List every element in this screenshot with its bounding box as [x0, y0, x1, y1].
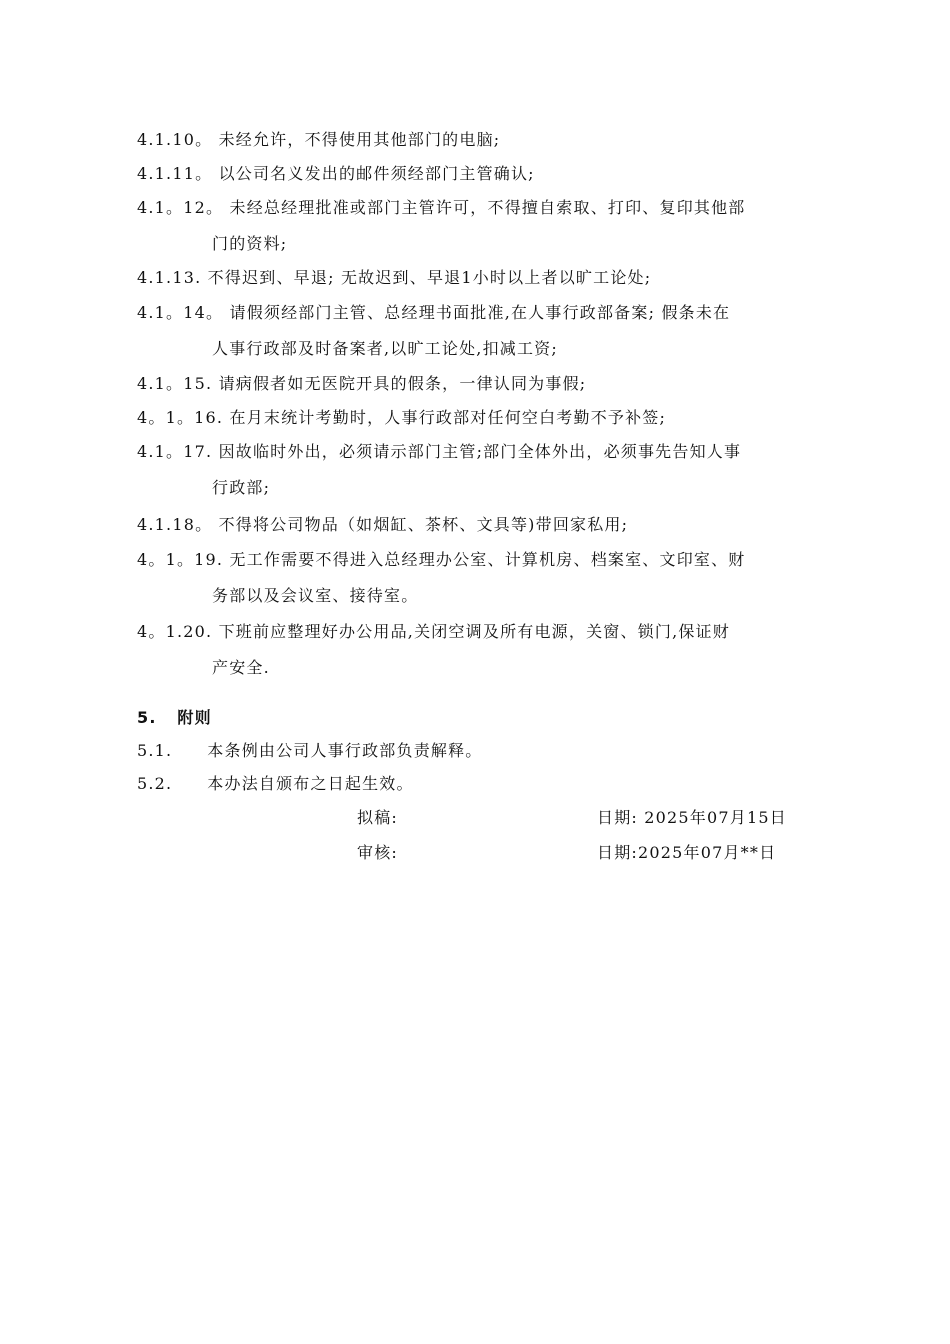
section-title: 附则	[177, 708, 212, 727]
signoff-label: 拟稿:	[357, 808, 398, 827]
signoff-date: 日期: 2025年07月15日	[597, 808, 787, 827]
clause-text: 4.1.10。 未经允许，不得使用其他部门的电脑;	[137, 130, 501, 149]
signoff-drafted	[357, 800, 817, 836]
clause-text: 4.1。17. 因故临时外出，必须请示部门主管;部门全体外出，必须事先告知人事	[137, 442, 742, 461]
clause-continuation: 门的资料;	[212, 234, 288, 253]
clause-continuation: 行政部;	[212, 478, 271, 497]
clause-text: 4.1。14。 请假须经部门主管、总经理书面批准,在人事行政部备案; 假条未在	[137, 303, 731, 322]
clause-4-1-11	[137, 156, 817, 192]
section-heading	[137, 700, 212, 736]
clause-4-1-17	[137, 434, 817, 506]
clause-4-1-10	[137, 122, 817, 158]
clause-text: 4.1。12。 未经总经理批准或部门主管许可，不得擅自索取、打印、复印其他部	[137, 198, 746, 217]
subclause-5-2	[137, 766, 414, 802]
clause-text: 4.1.13. 不得迟到、早退; 无故迟到、早退1小时以上者以旷工论处;	[137, 268, 652, 287]
clause-continuation: 务部以及会议室、接待室。	[212, 586, 419, 605]
signoff-date: 日期:2025年07月**日	[597, 843, 777, 862]
clause-text: 4.1.18。 不得将公司物品（如烟缸、茶杯、文具等)带回家私用;	[137, 515, 629, 534]
clause-text: 4。1。16. 在月末统计考勤时，人事行政部对任何空白考勤不予补签;	[137, 408, 667, 427]
clause-text: 4.1。15. 请病假者如无医院开具的假条，一律认同为事假;	[137, 374, 587, 393]
clause-text: 4.1.11。 以公司名义发出的邮件须经部门主管确认;	[137, 164, 535, 183]
clause-continuation: 人事行政部及时备案者,以旷工论处,扣减工资;	[212, 339, 558, 358]
section-number: 5.	[137, 708, 157, 727]
subclause-text: 本办法自颁布之日起生效。	[207, 774, 414, 793]
clause-4-1-20	[137, 614, 817, 686]
clause-text: 4。1。19. 无工作需要不得进入总经理办公室、计算机房、档案室、文印室、财	[137, 550, 746, 569]
subclause-5-1	[137, 733, 483, 769]
clause-4-1-12	[137, 190, 817, 262]
signoff-label: 审核:	[357, 843, 398, 862]
signoff-reviewed	[357, 835, 817, 871]
clause-continuation: 产安全.	[212, 658, 270, 677]
clause-4-1-16	[137, 400, 817, 436]
clause-text: 4。1.20. 下班前应整理好办公用品,关闭空调及所有电源，关窗、锁门,保证财	[137, 622, 730, 641]
subclause-text: 本条例由公司人事行政部负责解释。	[207, 741, 483, 760]
subclause-number: 5.1.	[137, 741, 173, 760]
subclause-number: 5.2.	[137, 774, 173, 793]
clause-4-1-13	[137, 260, 817, 296]
clause-4-1-14	[137, 295, 817, 367]
clause-4-1-19	[137, 542, 817, 614]
clause-4-1-18	[137, 507, 817, 543]
clause-4-1-15	[137, 366, 817, 402]
